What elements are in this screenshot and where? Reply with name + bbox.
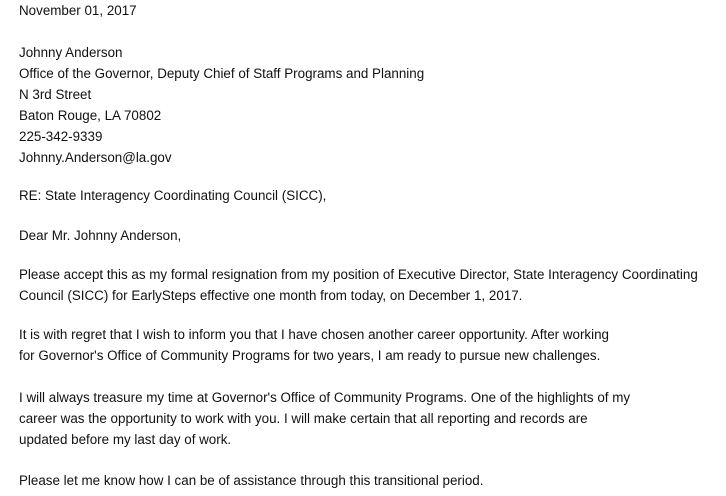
paragraph-resignation-notice: [19, 264, 698, 306]
paragraph-line: It is with regret that I wish to inform you that I have chosen another career opportunity. After working: [19, 327, 609, 342]
letter-date: November 01, 2017: [19, 3, 137, 18]
paragraph-line: career was the opportunity to work with you. I will make certain that all reporting and records are: [19, 411, 588, 426]
paragraph-line: Please accept this as my formal resignation from my position of Executive Director, State Interagency Coordinating: [19, 267, 698, 282]
paragraph-line: for Governor's Office of Community Programs for two years, I am ready to pursue new challenges.: [19, 348, 601, 363]
letter-salutation: Dear Mr. Johnny Anderson,: [19, 228, 182, 243]
recipient-phone: 225-342-9339: [19, 129, 103, 144]
recipient-name: Johnny Anderson: [19, 45, 123, 60]
recipient-email: Johnny.Anderson@la.gov: [19, 150, 172, 165]
paragraph-reason: [19, 324, 609, 366]
paragraph-closing-offer: [19, 470, 483, 491]
letter-subject: RE: State Interagency Coordinating Council (SICC),: [19, 188, 327, 203]
recipient-title: Office of the Governor, Deputy Chief of Staff Programs and Planning: [19, 66, 425, 81]
recipient-street: N 3rd Street: [19, 87, 92, 102]
paragraph-line: Council (SICC) for EarlySteps effective one month from today, on December 1, 2017.: [19, 288, 523, 303]
paragraph-line: updated before my last day of work.: [19, 432, 232, 447]
paragraph-gratitude: [19, 387, 630, 450]
paragraph-line: I will always treasure my time at Governor's Office of Community Programs. One of the highlights of my: [19, 390, 631, 405]
recipient-city-state-zip: Baton Rouge, LA 70802: [19, 108, 162, 123]
paragraph-line: Please let me know how I can be of assistance through this transitional period.: [19, 473, 484, 488]
